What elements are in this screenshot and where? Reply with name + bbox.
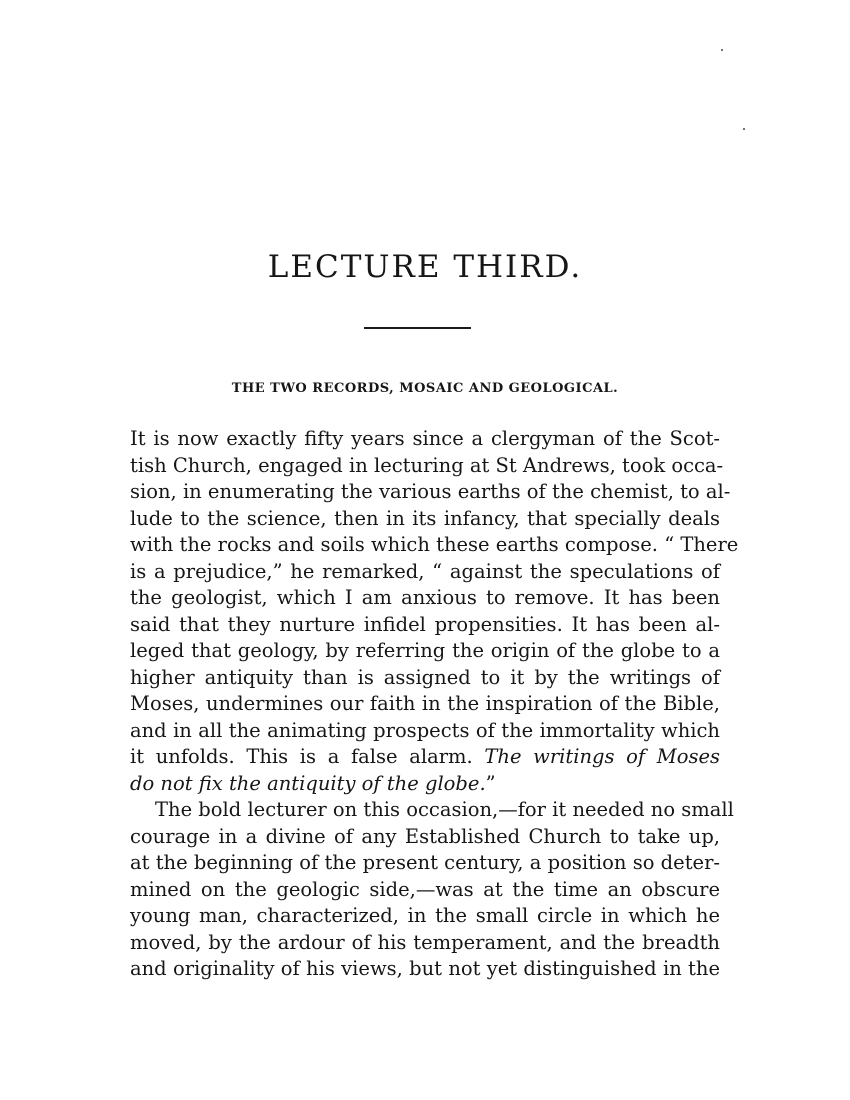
text-segment: and in all the animating prospects of the immortality which: [130, 718, 720, 742]
text-line: [130, 453, 724, 480]
margin-speck: [721, 49, 723, 51]
text-segment: The bold lecturer on this occasion,—for it needed no small: [155, 798, 734, 821]
body-text: [130, 426, 739, 983]
page-title: LECTURE THIRD.: [267, 249, 583, 285]
text-line: [130, 559, 720, 586]
text-segment: moved, by the ardour of his temperament, and the breadth: [130, 930, 720, 954]
text-line: [130, 638, 720, 665]
text-line: [130, 479, 731, 506]
italic-text: do not fix the antiquity of the globe.: [130, 771, 486, 795]
text-line: [130, 506, 720, 533]
text-line: [130, 824, 720, 851]
text-line: [130, 744, 720, 771]
text-segment: it unfolds. This is a false alarm.: [130, 745, 485, 768]
text-line: [130, 426, 720, 453]
text-segment: the geologist, which I am anxious to remove. It has been: [130, 586, 720, 609]
text-segment: is a prejudice,” he remarked, “ against the speculations of: [130, 559, 720, 583]
text-segment: higher antiquity than is assigned to it by the writings of: [130, 665, 720, 689]
text-segment: sion, in enumerating the various earths of the chemist, to al-: [130, 480, 731, 503]
text-line: [130, 612, 720, 639]
text-line: [130, 877, 720, 904]
text-segment: with the rocks and soils which these earths compose. “ There: [130, 533, 739, 556]
text-line: [130, 718, 720, 745]
text-line: [130, 771, 720, 798]
text-segment: Moses, undermines our faith in the inspiration of the Bible,: [130, 692, 720, 715]
text-line: [130, 532, 739, 559]
text-segment: at the beginning of the present century, a position so deter-: [130, 851, 720, 874]
text-line: [130, 797, 734, 824]
text-line: [130, 930, 720, 957]
text-segment: It is now exactly fifty years since a clergyman of the Scot-: [130, 427, 720, 450]
text-line: [130, 585, 720, 612]
title-divider: [364, 327, 471, 329]
italic-text: The writings of Moses: [484, 745, 720, 768]
text-line: [130, 850, 720, 877]
text-segment: courage in a divine of any Established Church to take up,: [130, 824, 720, 848]
text-line: [130, 691, 720, 718]
text-line: [130, 956, 720, 983]
text-line: [130, 903, 720, 930]
lecture-subtitle: THE TWO RECORDS, MOSAIC AND GEOLOGICAL.: [231, 381, 619, 396]
text-segment: lude to the science, then in its infancy, that specially deals: [130, 506, 720, 530]
text-segment: leged that geology, by referring the origin of the globe to a: [130, 639, 720, 662]
text-segment: tish Church, engaged in lecturing at St Andrews, took occa-: [130, 453, 724, 477]
text-segment: young man, characterized, in the small circle in which he: [130, 904, 720, 927]
text-segment: mined on the geologic side,—was at the time an obscure: [130, 877, 720, 901]
text-segment: and originality of his views, but not yet distinguished in the: [130, 957, 720, 980]
text-line: [130, 665, 720, 692]
margin-speck: [743, 128, 745, 130]
text-segment: ”: [485, 771, 496, 795]
text-segment: said that they nurture infidel propensities. It has been al-: [130, 612, 720, 636]
